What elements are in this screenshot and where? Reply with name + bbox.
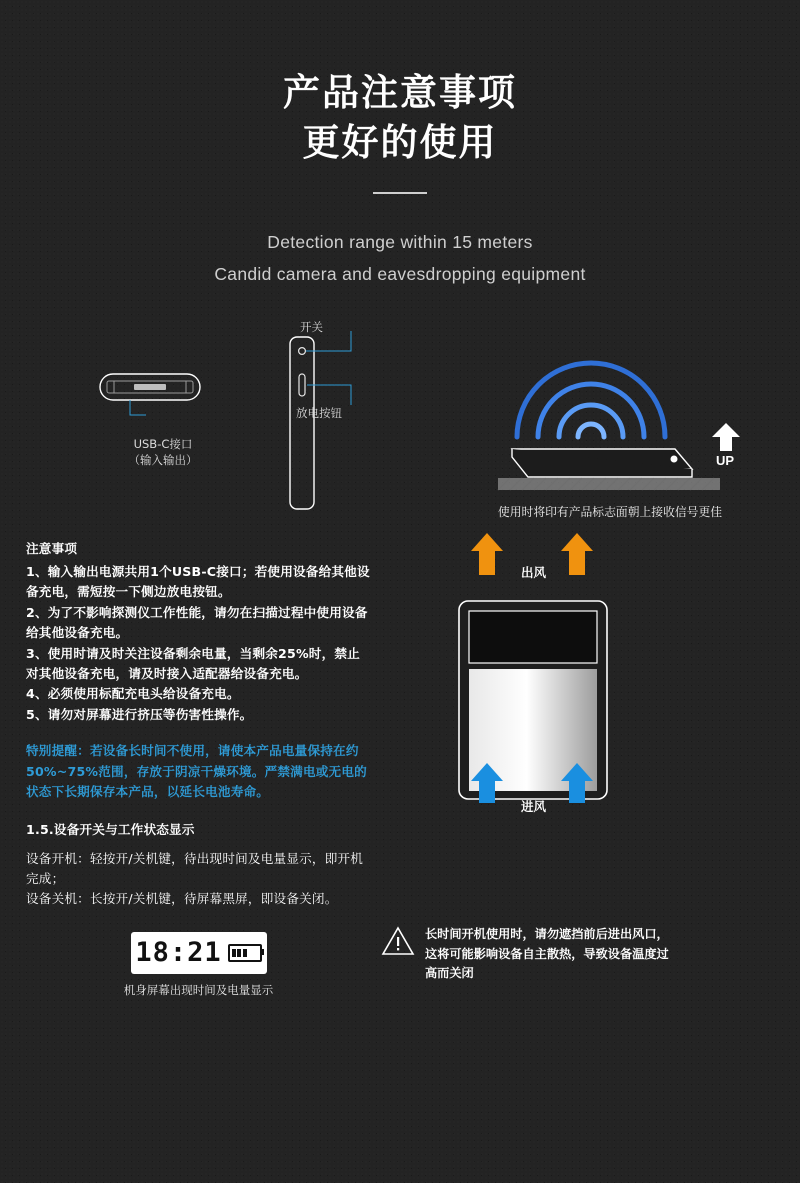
- title-divider: [373, 192, 427, 194]
- notice-heading: 注意事项: [26, 540, 78, 556]
- battery-icon: [228, 944, 262, 962]
- device-diagram-area: [0, 319, 800, 539]
- usbc-port-label-line1: USB-C接口: [133, 436, 193, 451]
- content-columns: [0, 539, 800, 998]
- section-body: [26, 849, 371, 910]
- notice-item-1: 1、输入输出电源共用1个USB-C接口；若使用设备给其他设备充电，需短按一下侧边放电按钮。: [26, 564, 370, 600]
- notice-item-5: 5、请勿对屏幕进行挤压等伤害性操作。: [26, 706, 253, 722]
- section-line-2: 设备关机：长按开/关机键，待屏幕黑屏，即设备关闭。: [26, 891, 338, 907]
- page-header: [0, 0, 800, 291]
- screen-time: 18:21: [135, 937, 222, 969]
- notice-column: [26, 539, 371, 998]
- up-arrow-label: UP: [715, 452, 735, 468]
- page-title-line2: 更好的使用: [302, 121, 498, 163]
- usbc-port-label-line2: （输入输出）: [128, 453, 198, 468]
- screen-caption: 机身屏幕出现时间及电量显示: [123, 982, 274, 997]
- airflow-column: [371, 539, 774, 998]
- notice-item-2: 2、为了不影响探测仪工作性能，请勿在扫描过程中使用设备给其他设备充电。: [26, 604, 368, 641]
- subtitle-line2: Candid camera and eavesdropping equipment: [214, 264, 586, 285]
- subtitle-line1: Detection range within 15 meters: [267, 231, 533, 252]
- discharge-button-label: 放电按钮: [296, 405, 342, 420]
- signal-caption: 使用时将印有产品标志面朝上接收信号更佳: [497, 504, 723, 519]
- section-block: [26, 820, 371, 840]
- notice-item-3: 3、使用时请及时关注设备剩余电量，当剩余25%时，禁止对其他设备充电，请及时接入适配器给设备充电。: [26, 645, 360, 681]
- air-out-label: 出风: [521, 564, 547, 580]
- usbc-port-label: [88, 436, 238, 469]
- signal-reception-illustration: [460, 329, 760, 504]
- air-in-label: 进风: [521, 798, 547, 814]
- page-title: [0, 68, 800, 168]
- notice-block: [26, 539, 371, 726]
- airflow-warning-text: 长时间开机使用时，请勿遮挡前后进出风口，这将可能影响设备自主散热，导致设备温度过高而关闭: [425, 927, 669, 981]
- special-tip: 特别提醒：若设备长时间不使用，请使本产品电量保持在约50%~75%范围，存放于阴凉干燥环境。严禁满电或无电的状态下长期保存本产品，以延长电池寿命。: [26, 743, 367, 799]
- notice-item-4: 4、必须使用标配充电头给设备充电。: [26, 686, 240, 702]
- switch-label: 开关: [300, 319, 323, 334]
- device-screen-illustration: [131, 932, 267, 974]
- airflow-illustration: [411, 529, 741, 819]
- warning-icon: [381, 925, 415, 957]
- section-line-1: 设备开机：轻按开/关机键，待出现时间及电量显示，即开机完成；: [26, 850, 364, 887]
- page-subtitle: [0, 226, 800, 291]
- airflow-warning: [381, 925, 675, 984]
- page-title-line1: 产品注意事项: [283, 72, 517, 113]
- section-heading: 1.5.设备开关与工作状态显示: [26, 822, 195, 838]
